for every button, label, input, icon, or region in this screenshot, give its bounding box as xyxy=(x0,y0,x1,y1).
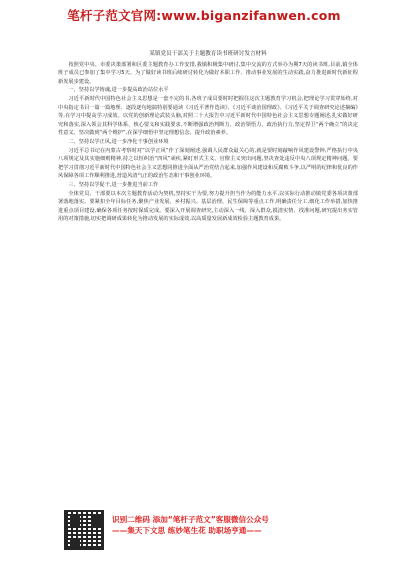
qr-code-icon[interactable] xyxy=(64,510,104,550)
section-heading: 三、坚持以学促干,进一步推进当前工作 xyxy=(68,181,159,188)
intro-paragraph: 按照党中央、市委决策部署和区委主题教育办工作安排,我镇积极集中研讨,集中交流的方式举办为期7天的读书班,目前,镇全体班子成员已参加了集中学习5天。为了做好读书班后续研讨转化为做好本职工作、推动事业发展的生动实践,奋力推进新时代新征程新发展步建设。 xyxy=(58,61,358,85)
footer-line-1: 识别二维码 添加“笔杆子范文”客服微信公众号 xyxy=(112,515,269,524)
section-paragraph: 全体党员、干部要以本次主题教育活动为契机,坚持实干为要,努力提升担当作为的能力水平,以实际行动推动镇党委各项决策部署落地落实。要紧扣全年目标任务,聚焦产业发展、乡村振兴、基层治理、民生保障等重点工作,明确责任分工,细化工作举措,加快推进重点项目建设,确保各项任务按时保质完成。要深入开展调查研究,主动深入一线、深入群众,摸清实情、找准问题,研究提出务实管用的对策措施,切实把调研成果转化为推动发展的实际成效,以高质量发展新成效检验主题教育成果。 xyxy=(58,190,358,223)
document-title: 某镇党员干部关于主题教育读书班研讨发言材料 xyxy=(149,51,267,57)
section-heading: 一、坚持以学铸魂,进一步提高政治站位水平 xyxy=(68,87,169,94)
section-heading: 二、坚持以学正风,进一步净化干事创业环境 xyxy=(68,138,169,145)
footer-line-2: ——集天下文思 练妙笔生花 助职场亨通—— xyxy=(112,526,262,535)
section-paragraph: 习近平新时代中国特色社会主义思想是一套不完的书,各班子成员要时时把握住这次主题教育学习机会,把理论学习贯穿始终,对中央指定书目一篇一篇地理、逐段逐句地搞特别要通读《习近平著作选读》、《习近平谈治国理政》、《习近平关于调查研究论述摘编》等,在学习中提高学习成效。以党的创新理论武装头脑,对照二十大报告中习近平新时代中国特色社会主义思想专题阐述,扎实做好研究和落实,深入领会其科学体系、核心要义和实践要求,不断增强政治判断力、政治领悟力、政治执行力,坚定捍卫“两个确立”的决定性意义、坚决做到“两个维护”,在深学细悟中坚定理想信念、提升政治素养。 xyxy=(58,95,358,137)
footer xyxy=(0,510,408,580)
footer-text xyxy=(112,514,269,536)
section-paragraph: 习近平总书记在内蒙古考察时对“以学正风”作了深刻阐述,强调人民群众最关心的,就是要时刻敲响作风建设警钟,严格执行中央八项规定及其实施细则精神,持之以恒纠治“四风”顽疾,紧盯形式主义、官僚主义突出问题,坚决查处违反中央八项规定精神问题。要把学习贯彻习近平新时代中国特色社会主义思想同推进全面从严治党结合起来,加强作风建设和反腐败斗争,以严明的纪律和优良的作风保障各项工作顺利推进,营造风清气正的政治生态和干事创业环境。 xyxy=(58,147,358,180)
header-banner xyxy=(0,0,408,30)
document-body xyxy=(58,50,358,498)
site-watermark: 笔杆子范文官网:www.biganzifanwen.com xyxy=(67,8,341,23)
